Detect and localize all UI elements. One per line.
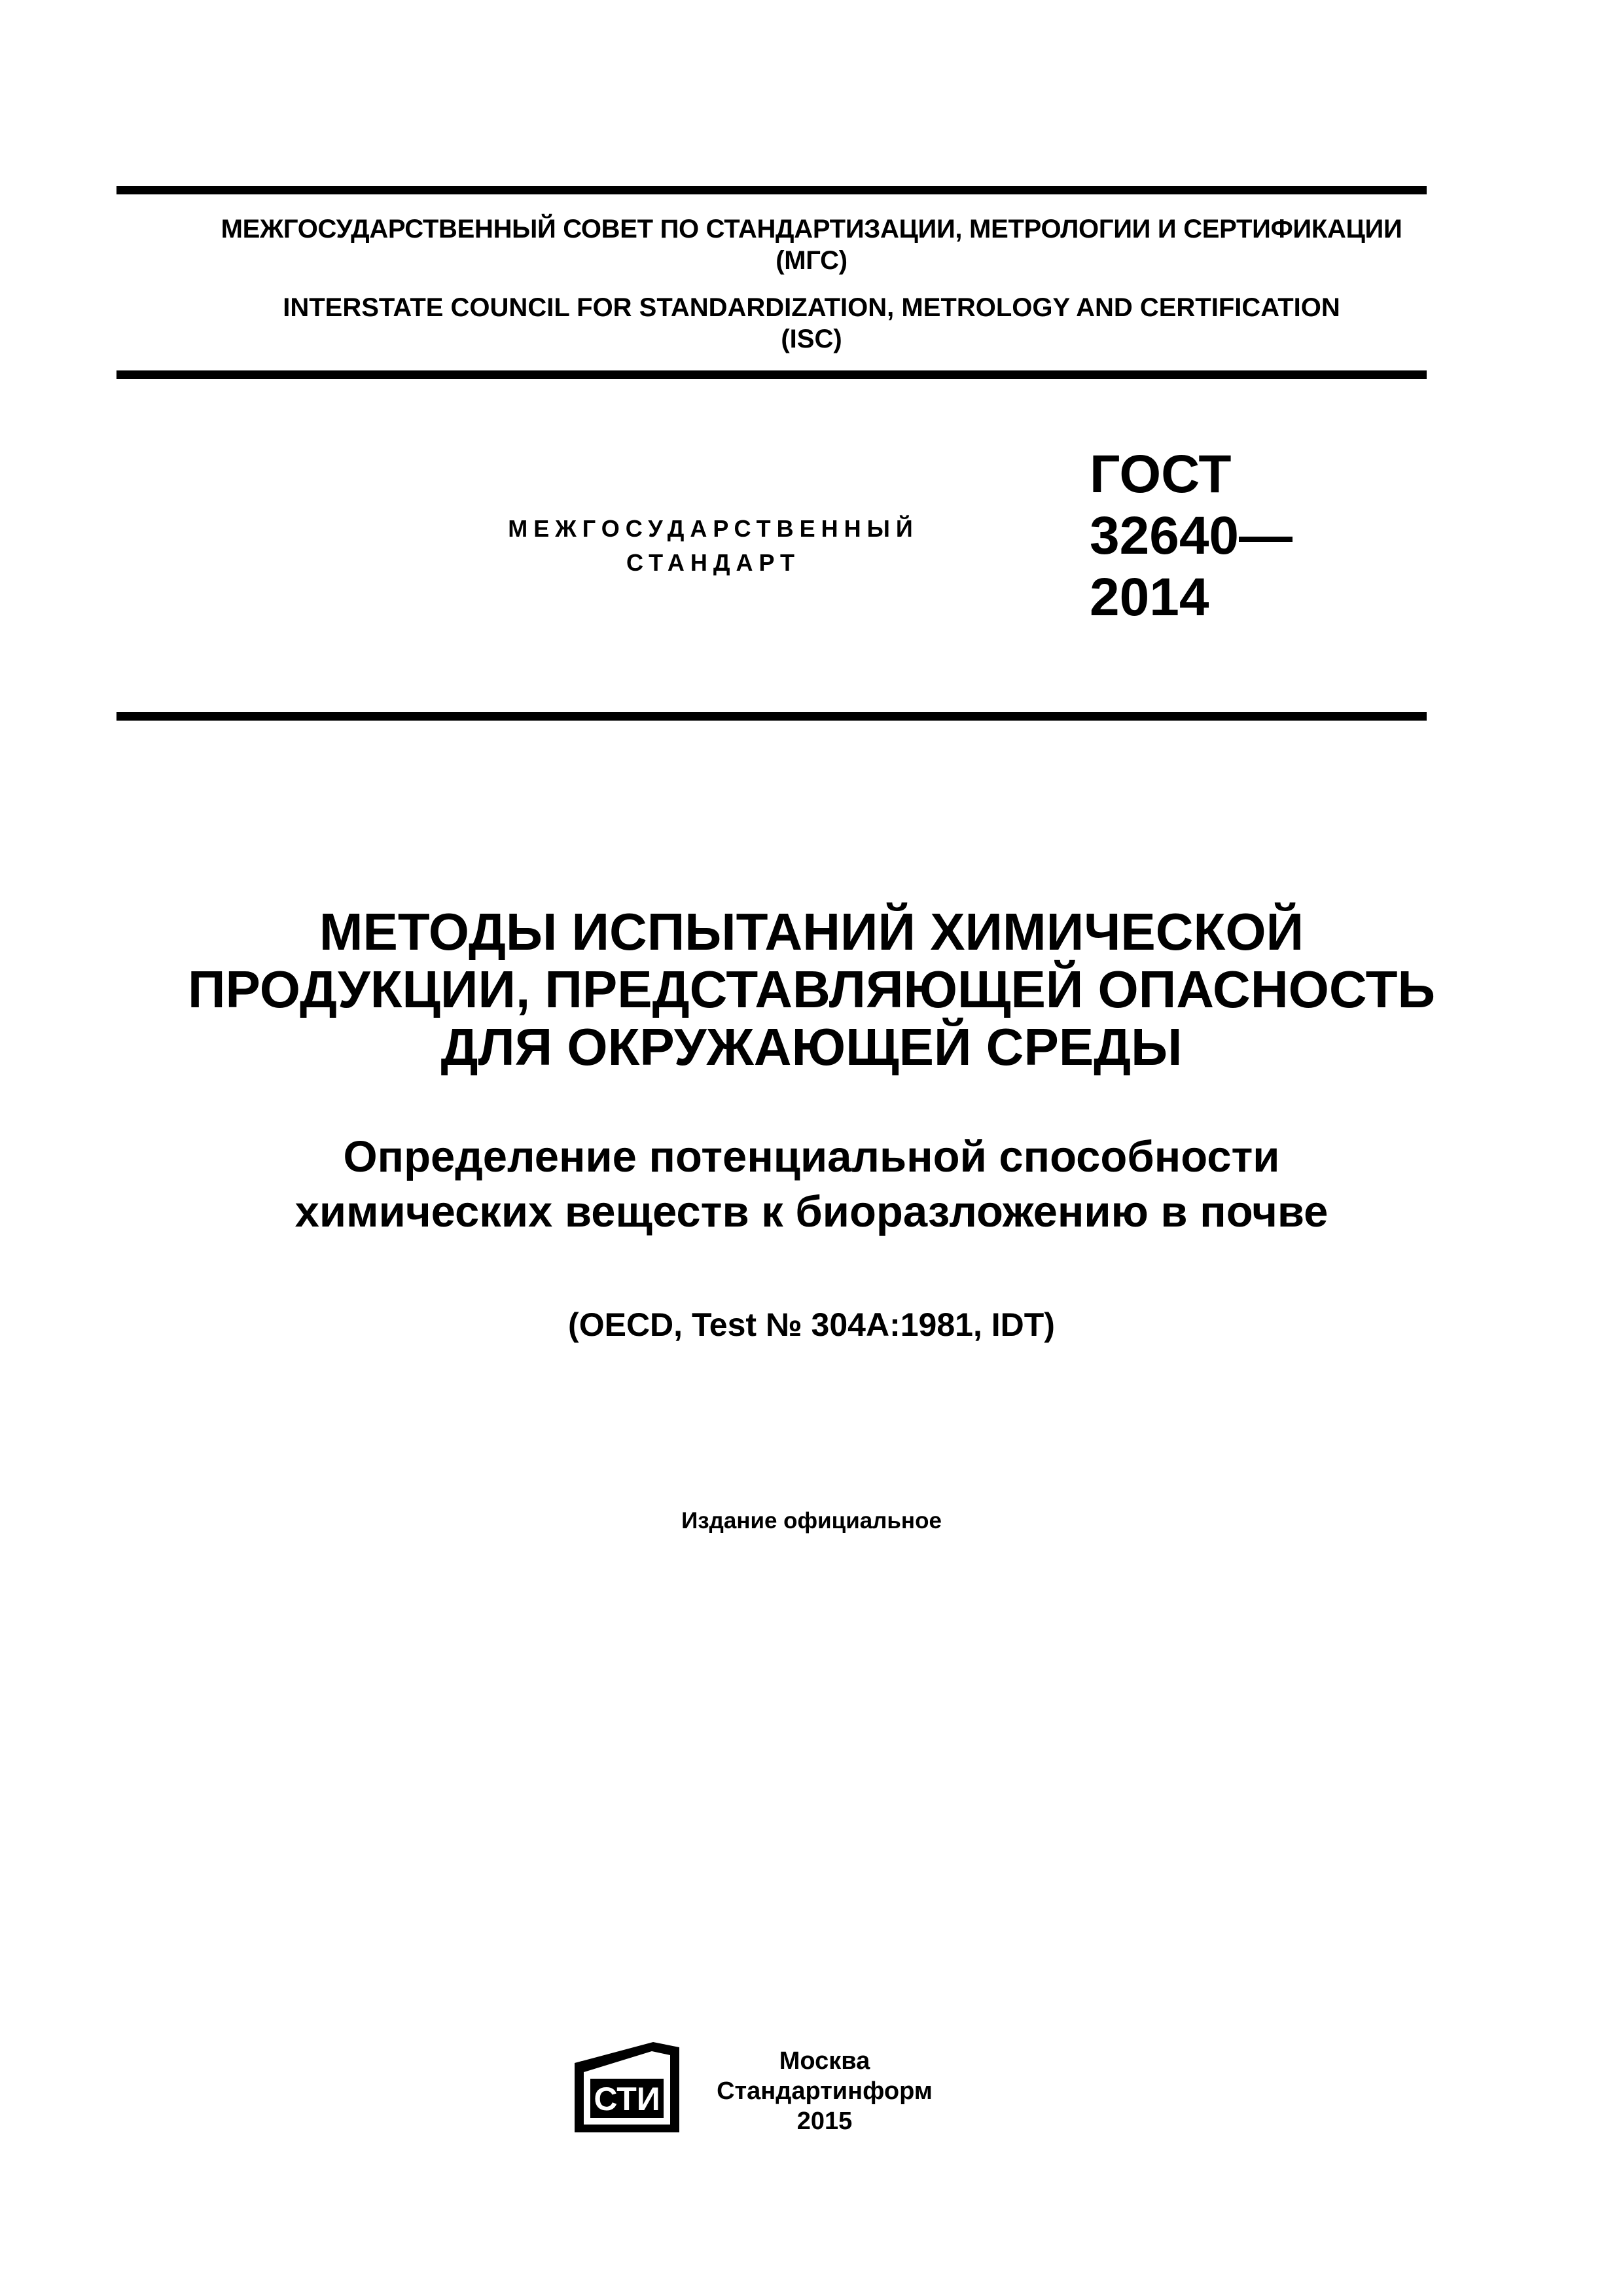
standard-type-line2: СТАНДАРТ [626, 549, 800, 576]
subtitle-line1: Определение потенциальной способности [343, 1132, 1280, 1181]
designation-bottom-rule [116, 712, 1427, 721]
council-ru-abbr: (МГС) [776, 246, 847, 275]
standartinform-logo-icon [575, 2042, 679, 2132]
council-ru: МЕЖГОСУДАРСТВЕННЫЙ СОВЕТ ПО СТАНДАРТИЗАЦИИ, МЕТРОЛОГИИ И СЕРТИФИКАЦИИ [221, 215, 1402, 243]
svg-text:СТИ: СТИ [594, 2081, 660, 2117]
title-line1: МЕТОДЫ ИСПЫТАНИЙ ХИМИЧЕСКОЙ [319, 903, 1304, 961]
gost-designation [1090, 444, 1293, 628]
document-subtitle [0, 1130, 1623, 1240]
top-rule [116, 186, 1427, 194]
publisher-city: Москва [779, 2047, 870, 2075]
gost-label: ГОСТ [1090, 444, 1232, 504]
header-bottom-rule [116, 370, 1427, 379]
council-en: INTERSTATE COUNCIL FOR STANDARDIZATION, METROLOGY AND CERTIFICATION [283, 293, 1340, 322]
standard-type-line1: МЕЖГОСУДАРСТВЕННЫЙ [508, 515, 919, 542]
document-title [0, 903, 1623, 1076]
title-line3: ДЛЯ ОКРУЖАЮЩЕЙ СРЕДЫ [440, 1018, 1183, 1076]
subtitle-line2: химических веществ к биоразложению в почве [294, 1187, 1329, 1236]
gost-year: 2014 [1090, 567, 1209, 627]
gost-number: 32640— [1090, 506, 1293, 565]
publisher-block [707, 2046, 942, 2136]
council-en-abbr: (ISC) [781, 325, 842, 353]
standard-type [458, 512, 969, 580]
oecd-reference: (OECD, Test № 304A:1981, IDT) [568, 1306, 1055, 1343]
publisher-name: Стандартинформ [717, 2077, 933, 2105]
publisher-year: 2015 [796, 2108, 853, 2135]
title-line2: ПРОДУКЦИИ, ПРЕДСТАВЛЯЮЩЕЙ ОПАСНОСТЬ [188, 960, 1435, 1018]
edition-label: Издание официальное [681, 1508, 942, 1534]
